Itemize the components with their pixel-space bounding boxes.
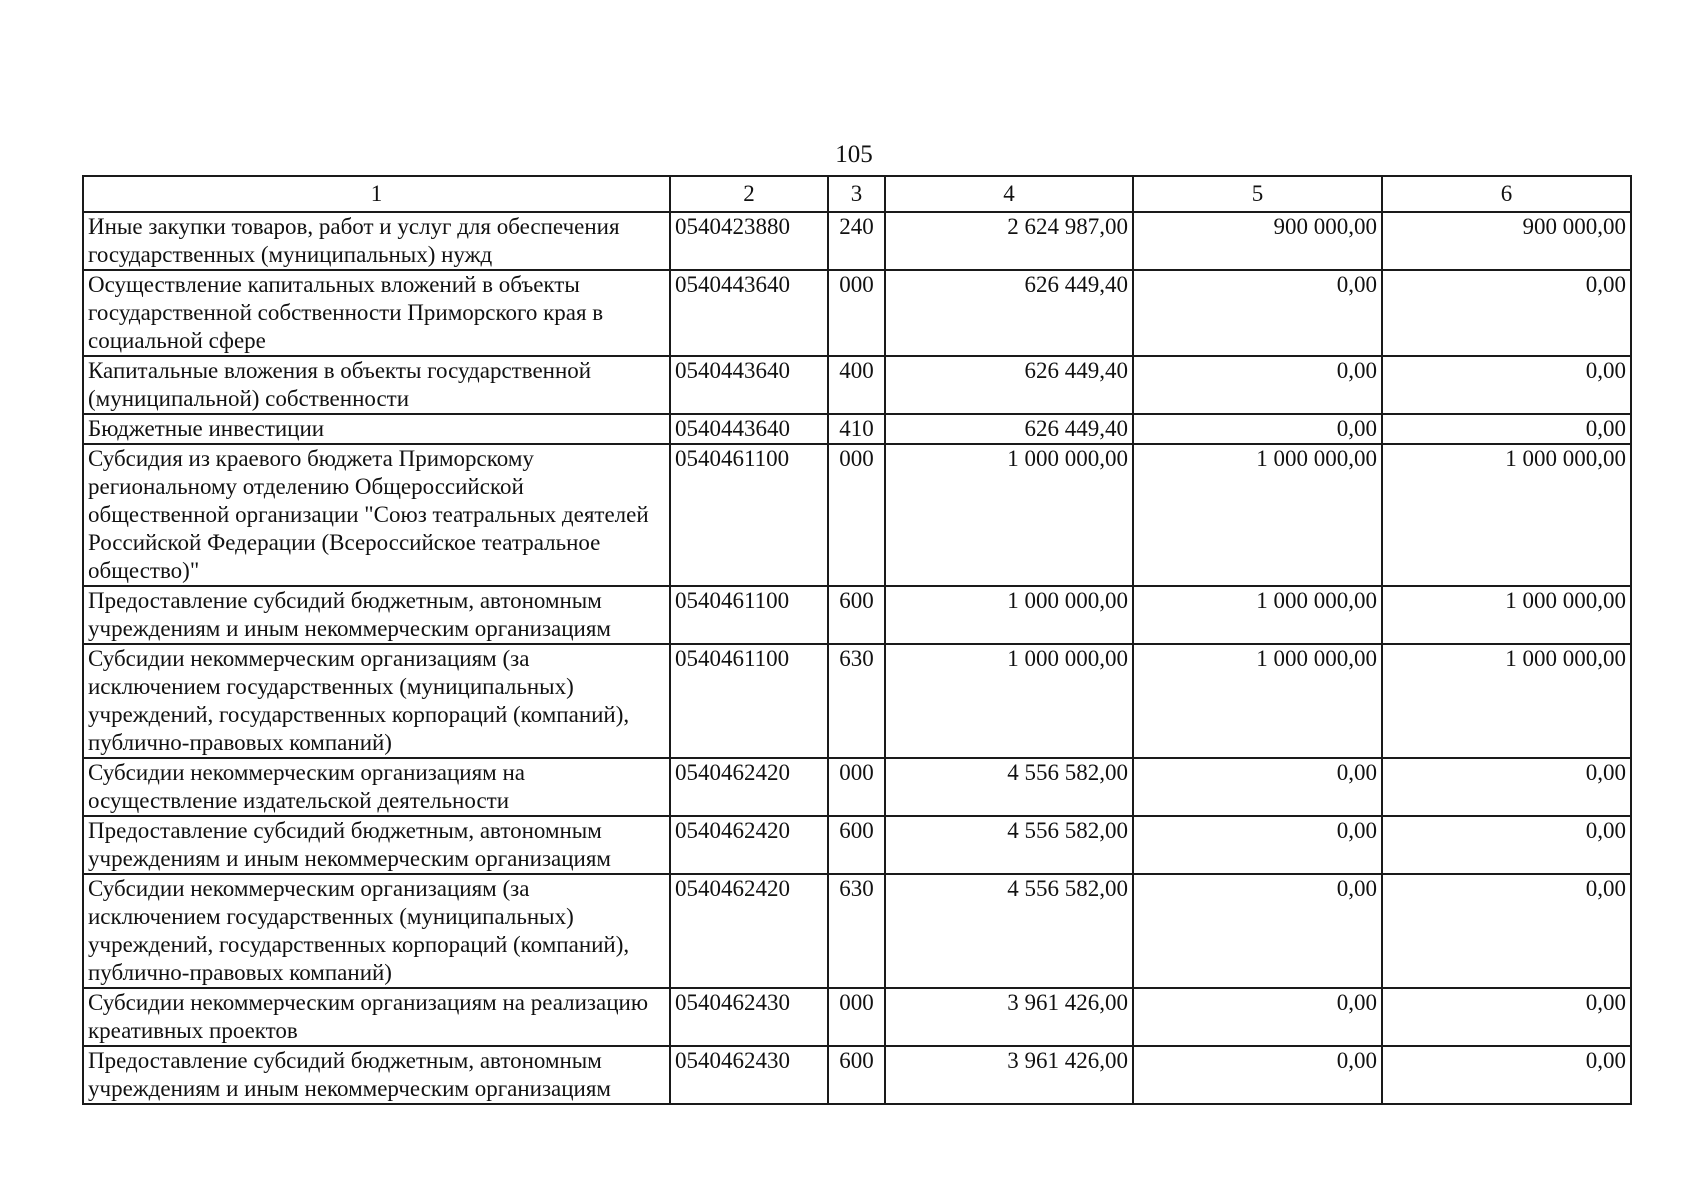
target-code: 0540423880 <box>670 212 828 270</box>
amount-col-4: 626 449,40 <box>885 414 1133 444</box>
target-code: 0540462430 <box>670 988 828 1046</box>
amount-col-4: 1 000 000,00 <box>885 644 1133 758</box>
table-row <box>83 1046 1631 1104</box>
table-header-row <box>83 176 1631 212</box>
column-header: 6 <box>1382 176 1631 212</box>
amount-col-4: 3 961 426,00 <box>885 1046 1133 1104</box>
item-name: Капитальные вложения в объекты государственной (муниципальной) собственности <box>83 356 670 414</box>
target-code: 0540461100 <box>670 586 828 644</box>
amount-col-6: 1 000 000,00 <box>1382 444 1631 586</box>
table-row <box>83 414 1631 444</box>
expense-type: 600 <box>828 816 885 874</box>
item-name: Субсидии некоммерческим организациям на реализацию креативных проектов <box>83 988 670 1046</box>
amount-col-5: 0,00 <box>1133 874 1382 988</box>
table-row <box>83 586 1631 644</box>
amount-col-6: 0,00 <box>1382 816 1631 874</box>
amount-col-6: 0,00 <box>1382 988 1631 1046</box>
expense-type: 600 <box>828 1046 885 1104</box>
amount-col-4: 1 000 000,00 <box>885 444 1133 586</box>
expense-type: 240 <box>828 212 885 270</box>
item-name: Субсидии некоммерческим организациям на осуществление издательской деятельности <box>83 758 670 816</box>
amount-col-5: 0,00 <box>1133 270 1382 356</box>
expense-type: 630 <box>828 874 885 988</box>
table-row <box>83 758 1631 816</box>
table-row <box>83 270 1631 356</box>
table-row <box>83 212 1631 270</box>
item-name: Предоставление субсидий бюджетным, автономным учреждениям и иным некоммерческим организациям <box>83 816 670 874</box>
column-header: 3 <box>828 176 885 212</box>
amount-col-5: 1 000 000,00 <box>1133 644 1382 758</box>
item-name: Предоставление субсидий бюджетным, автономным учреждениям и иным некоммерческим организациям <box>83 586 670 644</box>
amount-col-5: 0,00 <box>1133 988 1382 1046</box>
item-name: Предоставление субсидий бюджетным, автономным учреждениям и иным некоммерческим организациям <box>83 1046 670 1104</box>
target-code: 0540443640 <box>670 414 828 444</box>
table-row <box>83 356 1631 414</box>
table-row <box>83 644 1631 758</box>
target-code: 0540443640 <box>670 270 828 356</box>
amount-col-6: 0,00 <box>1382 874 1631 988</box>
amount-col-5: 1 000 000,00 <box>1133 444 1382 586</box>
budget-table <box>82 175 1632 1105</box>
amount-col-4: 626 449,40 <box>885 270 1133 356</box>
target-code: 0540462420 <box>670 874 828 988</box>
amount-col-5: 0,00 <box>1133 816 1382 874</box>
amount-col-4: 2 624 987,00 <box>885 212 1133 270</box>
expense-type: 630 <box>828 644 885 758</box>
target-code: 0540461100 <box>670 444 828 586</box>
amount-col-6: 0,00 <box>1382 270 1631 356</box>
amount-col-6: 900 000,00 <box>1382 212 1631 270</box>
amount-col-5: 1 000 000,00 <box>1133 586 1382 644</box>
expense-type: 000 <box>828 988 885 1046</box>
column-header: 2 <box>670 176 828 212</box>
amount-col-4: 4 556 582,00 <box>885 874 1133 988</box>
amount-col-4: 4 556 582,00 <box>885 758 1133 816</box>
expense-type: 000 <box>828 758 885 816</box>
amount-col-4: 626 449,40 <box>885 356 1133 414</box>
expense-type: 600 <box>828 586 885 644</box>
item-name: Субсидии некоммерческим организациям (за исключением государственных (муниципальных) учреждений, государственных корпораций (компаний), публично-правовых компаний) <box>83 644 670 758</box>
amount-col-6: 0,00 <box>1382 414 1631 444</box>
column-header: 1 <box>83 176 670 212</box>
amount-col-5: 0,00 <box>1133 356 1382 414</box>
column-header: 5 <box>1133 176 1382 212</box>
target-code: 0540462430 <box>670 1046 828 1104</box>
amount-col-4: 1 000 000,00 <box>885 586 1133 644</box>
target-code: 0540462420 <box>670 816 828 874</box>
item-name: Субсидии некоммерческим организациям (за исключением государственных (муниципальных) учреждений, государственных корпораций (компаний), публично-правовых компаний) <box>83 874 670 988</box>
table-row <box>83 874 1631 988</box>
page-number: 105 <box>835 141 873 168</box>
amount-col-5: 0,00 <box>1133 414 1382 444</box>
amount-col-4: 4 556 582,00 <box>885 816 1133 874</box>
item-name: Осуществление капитальных вложений в объекты государственной собственности Приморского края в социальной сфере <box>83 270 670 356</box>
expense-type: 400 <box>828 356 885 414</box>
target-code: 0540443640 <box>670 356 828 414</box>
amount-col-6: 0,00 <box>1382 758 1631 816</box>
table-row <box>83 444 1631 586</box>
amount-col-6: 0,00 <box>1382 1046 1631 1104</box>
amount-col-5: 0,00 <box>1133 1046 1382 1104</box>
column-header: 4 <box>885 176 1133 212</box>
amount-col-6: 0,00 <box>1382 356 1631 414</box>
expense-type: 410 <box>828 414 885 444</box>
table-row <box>83 816 1631 874</box>
item-name: Иные закупки товаров, работ и услуг для обеспечения государственных (муниципальных) нужд <box>83 212 670 270</box>
table-row <box>83 988 1631 1046</box>
amount-col-5: 900 000,00 <box>1133 212 1382 270</box>
target-code: 0540462420 <box>670 758 828 816</box>
expense-type: 000 <box>828 444 885 586</box>
amount-col-6: 1 000 000,00 <box>1382 586 1631 644</box>
item-name: Бюджетные инвестиции <box>83 414 670 444</box>
amount-col-6: 1 000 000,00 <box>1382 644 1631 758</box>
expense-type: 000 <box>828 270 885 356</box>
amount-col-5: 0,00 <box>1133 758 1382 816</box>
item-name: Субсидия из краевого бюджета Приморскому региональному отделению Общероссийской общественной организации "Союз театральных деятелей Российской Федерации (Всероссийское театральное общество)" <box>83 444 670 586</box>
amount-col-4: 3 961 426,00 <box>885 988 1133 1046</box>
target-code: 0540461100 <box>670 644 828 758</box>
